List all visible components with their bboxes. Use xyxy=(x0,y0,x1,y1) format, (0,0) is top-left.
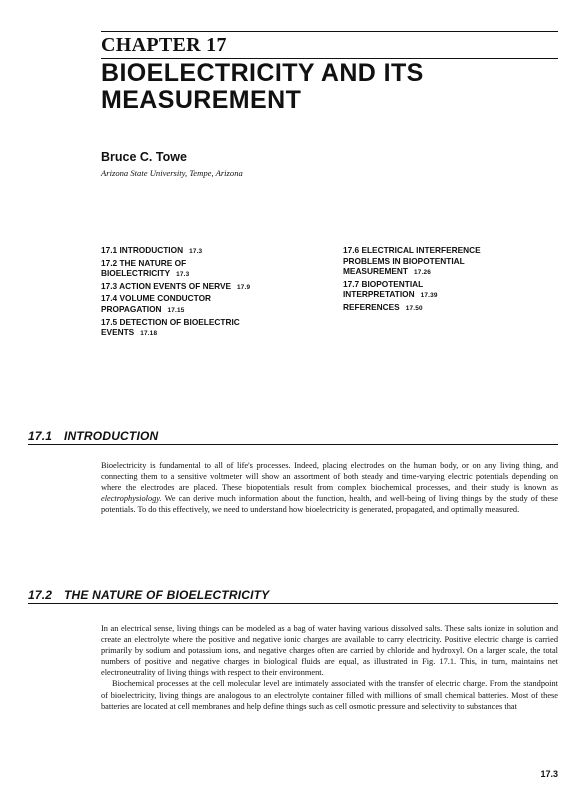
toc-entry-title: PROBLEMS IN BIOPOTENTIAL xyxy=(343,255,465,266)
paragraph: Biochemical processes at the cell molecular level are intimately associated with the transfer of electric charge. From the standpoint of bioelectricity, living things are analogous to an electrolyte container filled with millions of small chemical batteries. Most of these batteries are located at cell membranes and help define things such as cell osmotic pressure and selectivity to substances that xyxy=(101,679,558,711)
author-affiliation: Arizona State University, Tempe, Arizona xyxy=(101,168,243,178)
chapter-top-rule xyxy=(101,31,558,32)
toc-entry-title: BIOELECTRICITY xyxy=(101,268,171,279)
toc-entry-title: INTERPRETATION xyxy=(343,289,415,300)
toc-entry-title: EVENTS xyxy=(101,327,135,338)
toc-entry-page: 17.9 xyxy=(237,283,251,291)
section-title: INTRODUCTION xyxy=(64,429,159,443)
paragraph: In an electrical sense, living things can be modeled as a bag of water having various dissolved salts. These salts ionize in solution and create an electrolyte where the positive and negative ionic charges are available to carry electricity. Positive electric charge is carried primarily by sodium and potassium ions, and negative charges often are carried by chloride and hydroxyl. On a larger scale, the total numbers of positive and negative charges in biological fluids are equal, as illustrated in Fig. 17.1. This, in turn, maintains net electroneutrality of living things with respect to their environment. xyxy=(101,624,558,678)
emphasis-term: electrophysiology. xyxy=(101,494,162,504)
section-rule xyxy=(28,603,558,604)
toc-entry xyxy=(101,281,331,294)
toc-entry xyxy=(101,258,331,281)
toc-entry-title: REFERENCES xyxy=(343,301,400,312)
toc-entry-title: 17.2 THE NATURE OF xyxy=(101,257,187,268)
paragraph xyxy=(101,460,558,515)
toc-entry-title: 17.5 DETECTION OF BIOELECTRIC xyxy=(101,316,240,327)
section-number: 17.1 xyxy=(28,429,53,443)
toc-right-column xyxy=(343,245,543,315)
toc-entry-title: 17.1 INTRODUCTION xyxy=(101,245,184,255)
paragraph-text: We can derive much information about the function, health, and well-being of living things by the study of these potentials. To do this effectively, we need to understand how bioelectricity is generated, propagated, and optimally measured. xyxy=(101,494,558,515)
toc-entry-title: MEASUREMENT xyxy=(343,266,408,277)
section-heading-introduction xyxy=(28,429,158,443)
toc-entry xyxy=(343,279,543,302)
section-title: THE NATURE OF BIOELECTRICITY xyxy=(64,588,270,602)
toc-entry xyxy=(343,302,543,315)
toc-entry-title: 17.6 ELECTRICAL INTERFERENCE xyxy=(343,245,481,255)
toc-entry-title: 17.4 VOLUME CONDUCTOR xyxy=(101,293,212,304)
toc-entry-title: 17.7 BIOPOTENTIAL xyxy=(343,278,424,289)
section-heading-nature-of-bioelectricity xyxy=(28,588,269,602)
page-number: 17.3 xyxy=(540,769,558,779)
toc-entry xyxy=(101,245,331,258)
nature-body xyxy=(101,623,558,712)
toc-entry-title: 17.3 ACTION EVENTS OF NERVE xyxy=(101,280,232,291)
chapter-number: CHAPTER 17 xyxy=(101,34,227,56)
introduction-body xyxy=(101,460,558,515)
toc-left-column xyxy=(101,245,331,340)
toc-entry-title: PROPAGATION xyxy=(101,303,162,314)
toc-entry-page: 17.15 xyxy=(167,306,185,314)
toc-entry-page: 17.50 xyxy=(405,304,423,312)
toc-entry-page: 17.3 xyxy=(189,248,203,255)
paragraph-text: Bioelectricity is fundamental to all of life's processes. Indeed, placing electrodes on the human body, or on any living thing, and connecting them to a sensitive voltmeter will show an assortment of both steady and time-varying electric potentials depending on where the electrodes are placed. These biopotentials result from complex biochemical processes, and their study is known as xyxy=(101,461,558,493)
toc-entry xyxy=(343,245,543,279)
toc-entry-page: 17.3 xyxy=(176,271,190,279)
toc-entry-page: 17.26 xyxy=(414,269,431,277)
chapter-title: BIOELECTRICITY AND ITS MEASUREMENT xyxy=(101,59,424,114)
toc-entry xyxy=(101,293,331,316)
section-number: 17.2 xyxy=(28,588,53,602)
author-name: Bruce C. Towe xyxy=(101,150,187,164)
toc-entry-page: 17.18 xyxy=(140,330,158,338)
section-rule xyxy=(28,444,558,445)
toc-entry-page: 17.39 xyxy=(420,292,438,300)
toc-entry xyxy=(101,317,331,340)
